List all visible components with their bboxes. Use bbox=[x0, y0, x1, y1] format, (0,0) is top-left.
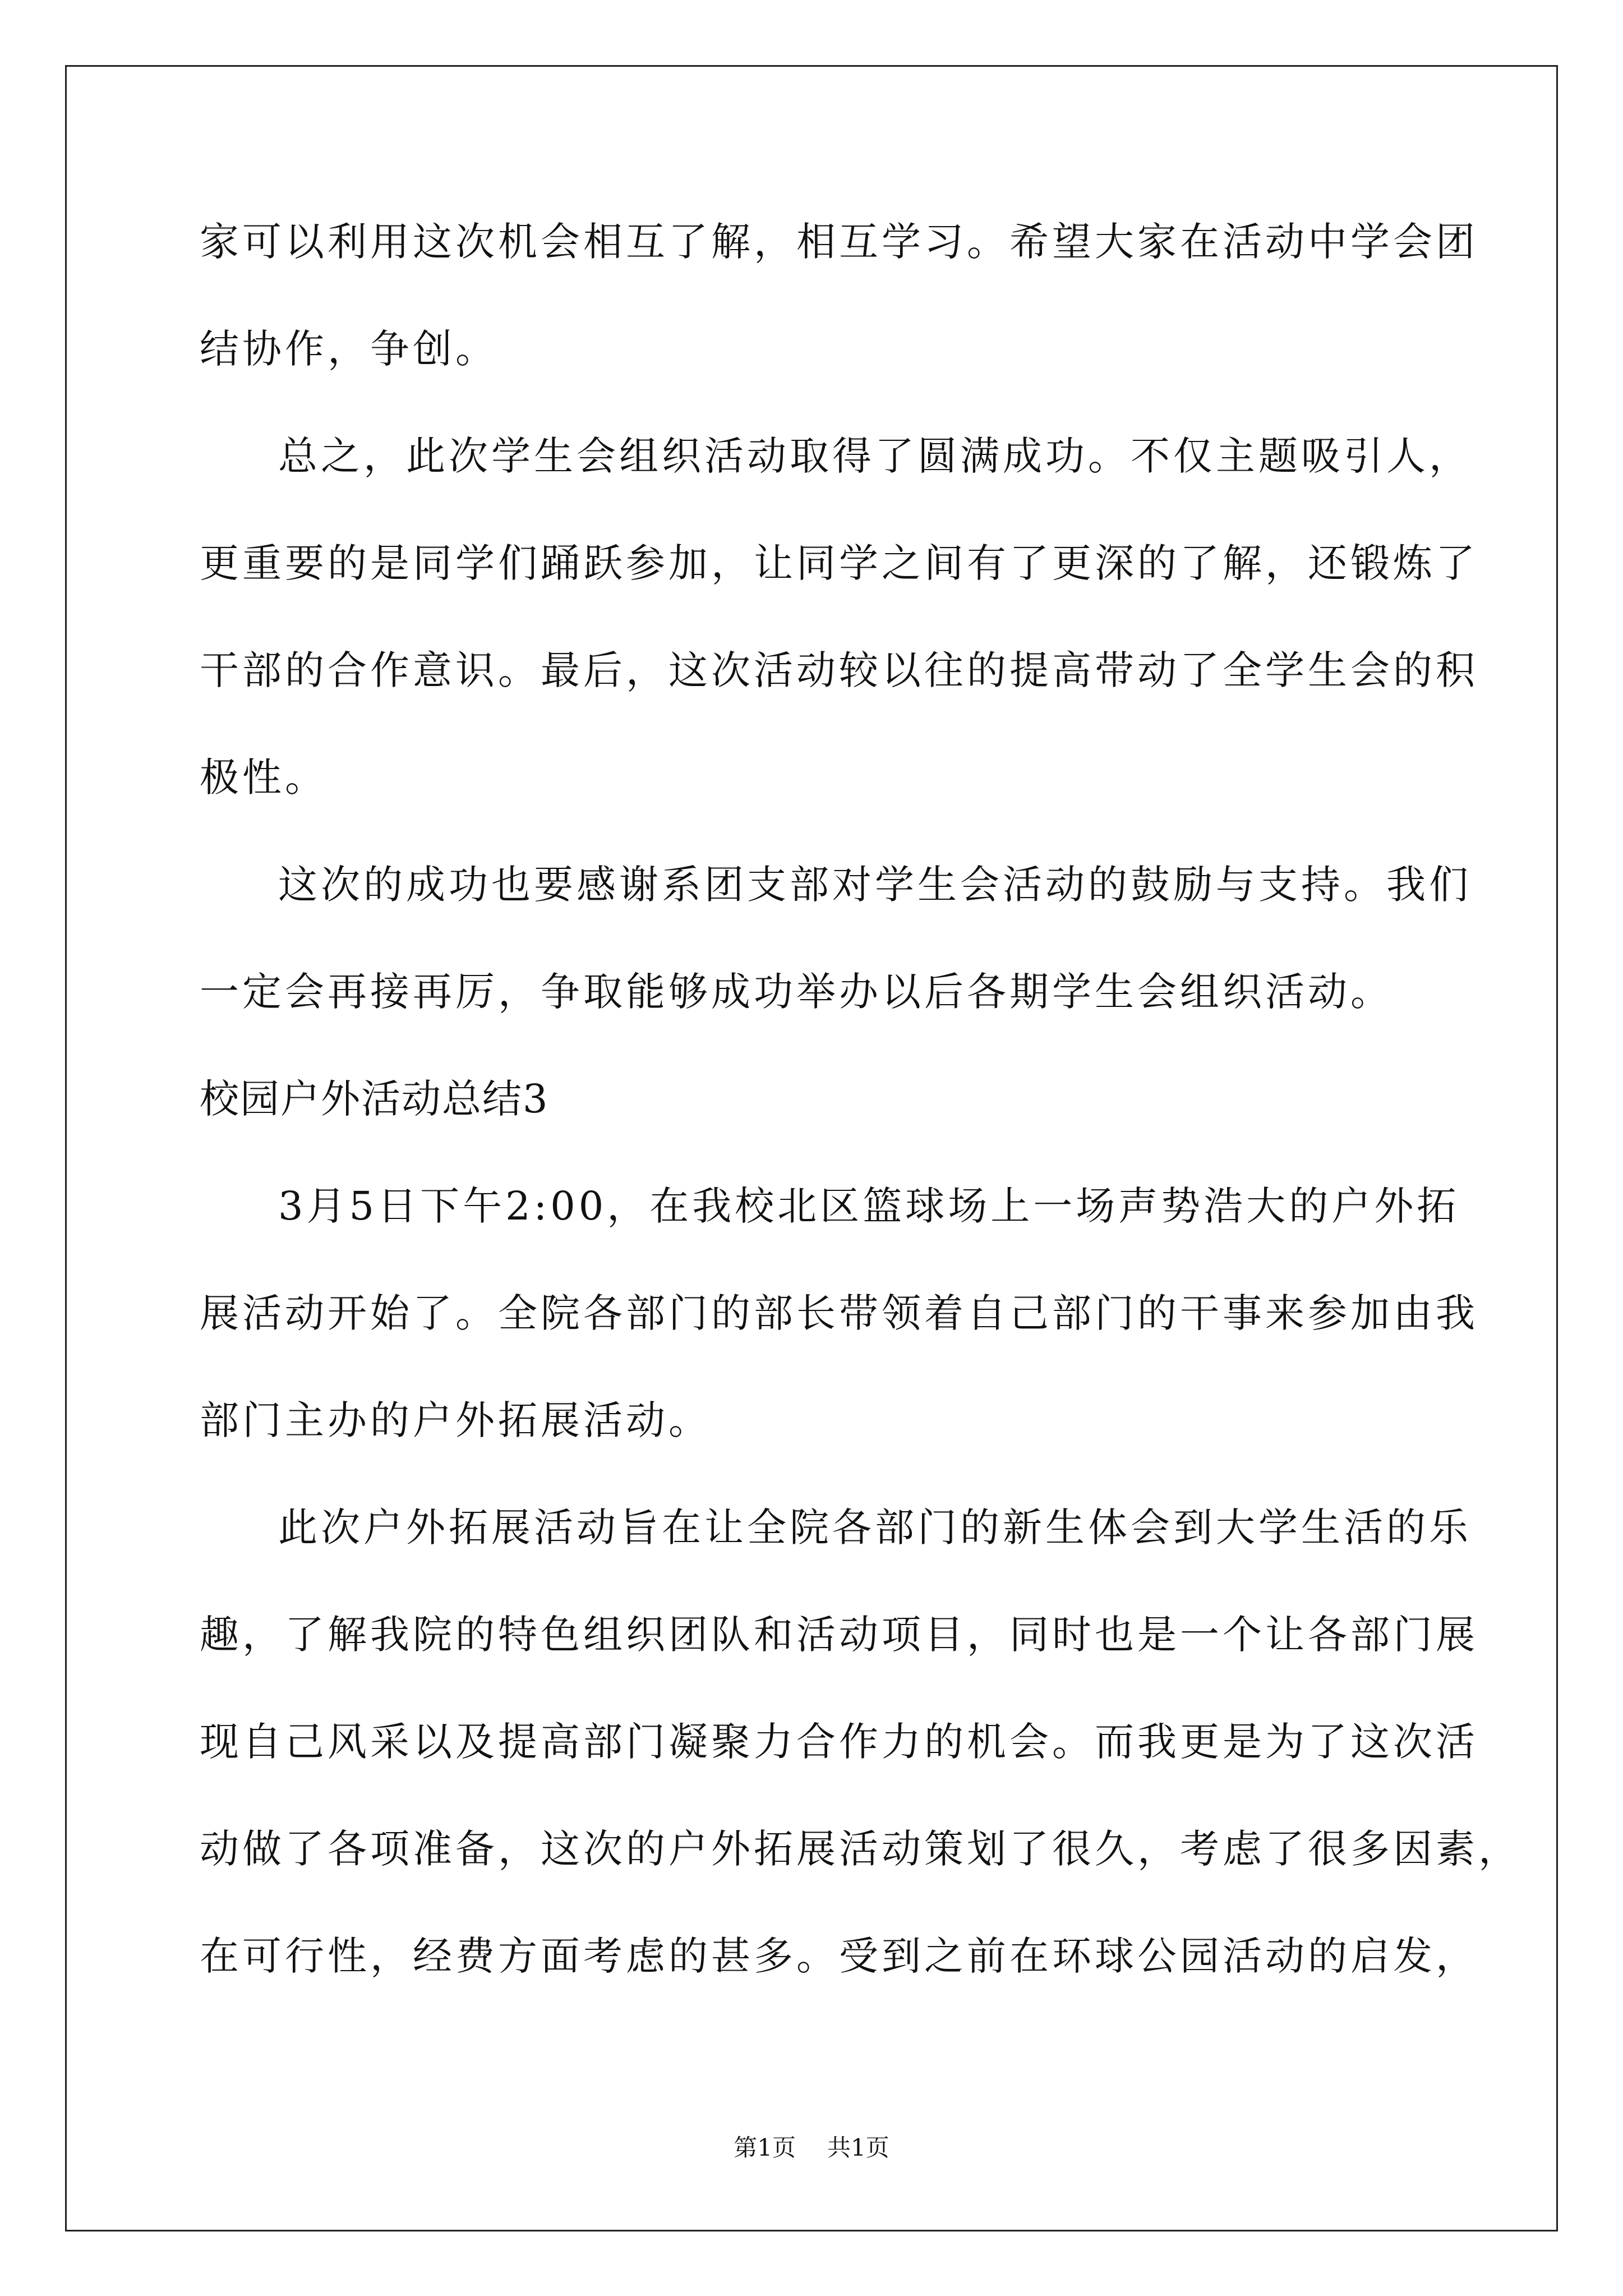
page-footer bbox=[0, 2136, 1623, 2160]
text-line: 家可以利用这次机会相互了解，相互学习。希望大家在活动中学会团 bbox=[200, 219, 1478, 265]
text-line: 极性。 bbox=[200, 754, 328, 800]
document-body bbox=[200, 219, 1521, 2044]
text-line: 在可行性，经费方面考虑的甚多。受到之前在环球公园活动的启发， bbox=[200, 1933, 1478, 1979]
text-line: 总之，此次学生会组织活动取得了圆满成功。不仅主题吸引人， bbox=[278, 433, 1472, 479]
text-line: 部门主办的户外拓展活动。 bbox=[200, 1397, 711, 1443]
section-heading: 校园户外活动总结3 bbox=[200, 1076, 549, 1122]
text-line: 干部的合作意识。最后，这次活动较以往的提高带动了全学生会的积 bbox=[200, 647, 1478, 693]
text-line: 更重要的是同学们踊跃参加，让同学之间有了更深的了解，还锻炼了 bbox=[200, 540, 1478, 586]
text-line: 动做了各项准备，这次的户外拓展活动策划了很久，考虑了很多因素， bbox=[200, 1826, 1521, 1872]
text-line: 一定会再接再厉，争取能够成功举办以后各期学生会组织活动。 bbox=[200, 969, 1393, 1015]
text-line: 此次户外拓展活动旨在让全院各部门的新生体会到大学生活的乐 bbox=[278, 1504, 1472, 1550]
text-line: 这次的成功也要感谢系团支部对学生会活动的鼓励与支持。我们 bbox=[278, 862, 1472, 908]
text-line: 展活动开始了。全院各部门的部长带领着自己部门的干事来参加由我 bbox=[200, 1290, 1478, 1336]
text-line: 现自己风采以及提高部门凝聚力合作力的机会。而我更是为了这次活 bbox=[200, 1719, 1478, 1765]
current-page-number: 第1页 bbox=[734, 2134, 796, 2161]
total-pages: 共1页 bbox=[827, 2134, 889, 2161]
text-line: 结协作，争创。 bbox=[200, 326, 498, 372]
text-line: 趣，了解我院的特色组织团队和活动项目，同时也是一个让各部门展 bbox=[200, 1612, 1478, 1658]
text-line: 3月5日下午2:00，在我校北区篮球场上一场声势浩大的户外拓 bbox=[278, 1183, 1460, 1229]
